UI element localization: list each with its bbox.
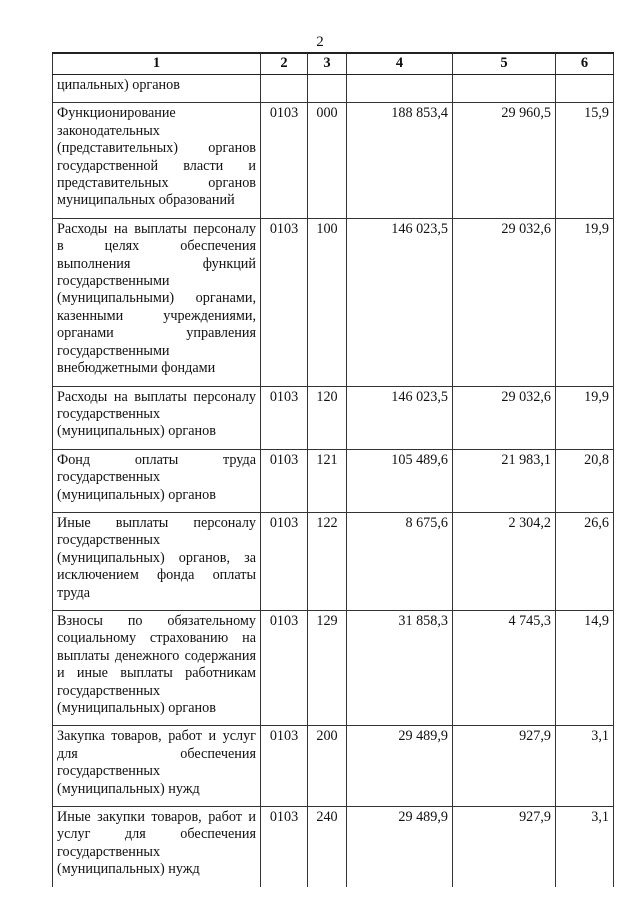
table-row [53, 219, 614, 378]
header-col-1: 1 [53, 53, 261, 75]
row-percent-value: 15,9 [556, 103, 614, 209]
row-percent-value: 3,1 [556, 807, 614, 879]
row-plan-value: 105 489,6 [347, 450, 453, 504]
row-percent-value: 19,9 [556, 387, 614, 441]
row-name: Расходы на выплаты персоналу в целях обеспечения выполнения функций государственными (муниципальными) органами, казенными учреждениями, органами управления государственными внебюджетными фондами [53, 219, 261, 378]
continuation-row [53, 75, 614, 95]
row-name: Фонд оплаты труда государственных (муниципальных) органов [53, 450, 261, 504]
row-section: 0103 [261, 807, 308, 879]
header-col-4: 4 [347, 53, 453, 75]
row-actual-value: 21 983,1 [453, 450, 556, 504]
row-plan-value: 188 853,4 [347, 103, 453, 209]
row-percent-value: 26,6 [556, 513, 614, 602]
row-section: 0103 [261, 611, 308, 717]
row-actual-value: 927,9 [453, 726, 556, 798]
row-plan-value: 29 489,9 [347, 807, 453, 879]
row-expense-code: 122 [308, 513, 347, 602]
row-actual-value: 29 032,6 [453, 387, 556, 441]
row-section: 0103 [261, 513, 308, 602]
row-percent-value: 14,9 [556, 611, 614, 717]
row-plan-value: 31 858,3 [347, 611, 453, 717]
row-name: Расходы на выплаты персоналу государственных (муниципальных) органов [53, 387, 261, 441]
row-section: 0103 [261, 387, 308, 441]
table-row [53, 513, 614, 602]
header-col-6: 6 [556, 53, 614, 75]
table-row [53, 450, 614, 504]
row-name: ципальных) органов [53, 75, 261, 95]
row-name: Иные выплаты персоналу государственных (муниципальных) органов, за исключением фонда оплаты труда [53, 513, 261, 602]
page-number: 2 [316, 34, 324, 50]
row-section: 0103 [261, 726, 308, 798]
row-expense-code: 100 [308, 219, 347, 378]
row-actual-value: 2 304,2 [453, 513, 556, 602]
row-expense-code: 121 [308, 450, 347, 504]
row-plan-value: 146 023,5 [347, 219, 453, 378]
row-expense-code: 120 [308, 387, 347, 441]
row-plan-value: 146 023,5 [347, 387, 453, 441]
row-expense-code: 000 [308, 103, 347, 209]
row-section: 0103 [261, 103, 308, 209]
row-actual-value: 4 745,3 [453, 611, 556, 717]
row-percent-value: 20,8 [556, 450, 614, 504]
header-row [53, 53, 614, 75]
row-section: 0103 [261, 450, 308, 504]
row-plan-value: 29 489,9 [347, 726, 453, 798]
row-actual-value: 29 960,5 [453, 103, 556, 209]
table-row [53, 726, 614, 798]
row-name: Взносы по обязательному социальному страхованию на выплаты денежного содержания и иные выплаты работникам государственных (муниципальных) органов [53, 611, 261, 717]
row-percent-value: 19,9 [556, 219, 614, 378]
table-row [53, 103, 614, 209]
row-plan-value: 8 675,6 [347, 513, 453, 602]
row-expense-code: 129 [308, 611, 347, 717]
table-row [53, 387, 614, 441]
row-name: Функционирование законодательных (представительных) органов государственной власти и представительных органов муниципальных образований [53, 103, 261, 209]
row-expense-code: 240 [308, 807, 347, 879]
row-section: 0103 [261, 219, 308, 378]
header-col-3: 3 [308, 53, 347, 75]
row-percent-value: 3,1 [556, 726, 614, 798]
table-row [53, 807, 614, 879]
budget-table [52, 52, 614, 887]
header-col-5: 5 [453, 53, 556, 75]
row-actual-value: 29 032,6 [453, 219, 556, 378]
table-row [53, 611, 614, 717]
row-actual-value: 927,9 [453, 807, 556, 879]
row-name: Иные закупки товаров, работ и услуг для обеспечения государственных (муниципальных) нужд [53, 807, 261, 879]
row-name: Закупка товаров, работ и услуг для обеспечения государственных (муниципальных) нужд [53, 726, 261, 798]
header-col-2: 2 [261, 53, 308, 75]
row-expense-code: 200 [308, 726, 347, 798]
